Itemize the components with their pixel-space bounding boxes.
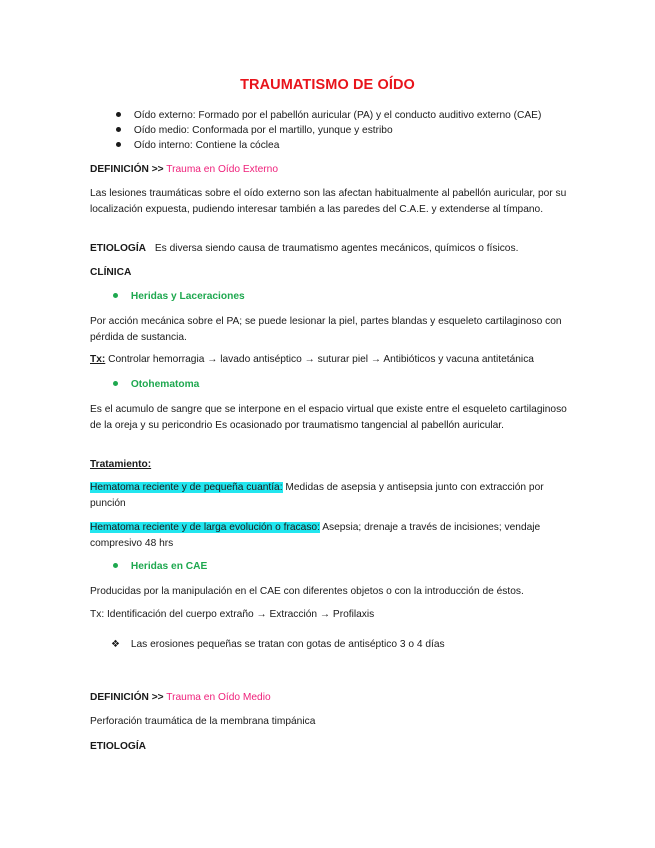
definition-heading-external <box>90 163 278 177</box>
heridas-cae-heading-text: Heridas en CAE <box>130 561 208 572</box>
heridas-treatment <box>90 353 534 367</box>
otohematoma-heading-text: Otohematoma <box>130 379 200 390</box>
etiology-text: Es diversa siendo causa de traumatismo agentes mecánicos, químicos o físicos. <box>154 243 519 254</box>
otohematoma-text: Es el acumulo de sangre que se interpone en el espacio virtual que existe entre el esqueleto cartilaginoso de la oreja y su pericondrio Es ocasionado por traumatismo tangencial al pabellón auricular. <box>90 404 567 431</box>
definition-text-middle: Perforación traumática de la membrana timpánica <box>90 716 316 727</box>
heridas-cae-heading <box>113 560 207 574</box>
bullet-middle-ear <box>116 124 393 138</box>
heridas-cae-note <box>111 638 445 652</box>
treatment-label: Tratamiento: <box>90 459 152 470</box>
bullet-icon <box>116 112 121 117</box>
bullet-text: Oído medio: Conformada por el martillo, yunque y estribo <box>133 125 393 136</box>
definition-topic: Trauma en Oído Medio <box>166 692 271 703</box>
bullet-outer-ear <box>116 109 541 123</box>
etiology-external <box>90 242 518 256</box>
treatment-text: Medidas de asepsia y antisepsia junto con extracción por punción <box>90 482 544 509</box>
tx-text: Controlar hemorragia → lavado antiséptico → suturar piel → Antibióticos y vacuna antitetánica <box>108 354 534 365</box>
heridas-cae-text: Producidas por la manipulación en el CAE con diferentes objetos o con la introducción de éstos. <box>90 586 524 597</box>
heridas-heading <box>113 290 245 304</box>
heridas-cae-treatment: Tx: Identificación del cuerpo extraño → Extracción → Profilaxis <box>90 609 375 620</box>
bullet-inner-ear <box>116 139 279 153</box>
clinica-heading: CLÍNICA <box>90 267 132 278</box>
bullet-text: Oído interno: Contiene la cóclea <box>133 140 280 151</box>
definition-heading-middle <box>90 691 271 705</box>
bullet-icon <box>113 563 118 568</box>
highlighted-condition: Hematoma reciente y de larga evolución o fracaso: <box>90 522 320 533</box>
bullet-icon <box>116 142 121 147</box>
page-title: TRAUMATISMO DE OÍDO <box>240 77 415 93</box>
otohematoma-heading <box>113 378 199 392</box>
definition-text-external: Las lesiones traumáticas sobre el oído externo son las afectan habitualmente al pabellón auricular, por su localización expuesta, pudiendo interesar también a las paredes del C.A.E. y extenderse al tímpano. <box>90 188 567 215</box>
definition-topic: Trauma en Oído Externo <box>166 164 278 175</box>
treatment-item-2 <box>90 520 570 552</box>
heridas-text: Por acción mecánica sobre el PA; se puede lesionar la piel, partes blandas y esqueleto cartilaginoso con pérdida de sustancia. <box>90 316 562 343</box>
bullet-icon <box>113 381 118 386</box>
definition-label: DEFINICIÓN >> <box>90 692 164 703</box>
treatment-text: Asepsia; drenaje a través de incisiones; vendaje compresivo 48 hrs <box>90 522 541 549</box>
treatment-item-1 <box>90 480 570 512</box>
definition-label: DEFINICIÓN >> <box>90 164 164 175</box>
etiology-label: ETIOLOGÍA <box>90 243 147 254</box>
highlighted-condition: Hematoma reciente y de pequeña cuantía: <box>90 482 283 493</box>
diamond-bullet-icon: ❖ <box>111 639 120 650</box>
bullet-icon <box>116 127 121 132</box>
treatment-heading <box>90 458 151 472</box>
note-text: Las erosiones pequeñas se tratan con gotas de antiséptico 3 o 4 días <box>130 639 445 650</box>
tx-label: Tx: <box>90 354 106 365</box>
bullet-icon <box>113 293 118 298</box>
heridas-heading-text: Heridas y Laceraciones <box>130 291 245 302</box>
bullet-text: Oído externo: Formado por el pabellón auricular (PA) y el conducto auditivo externo (CAE) <box>133 110 542 121</box>
etiology-middle-heading: ETIOLOGÍA <box>90 741 147 752</box>
